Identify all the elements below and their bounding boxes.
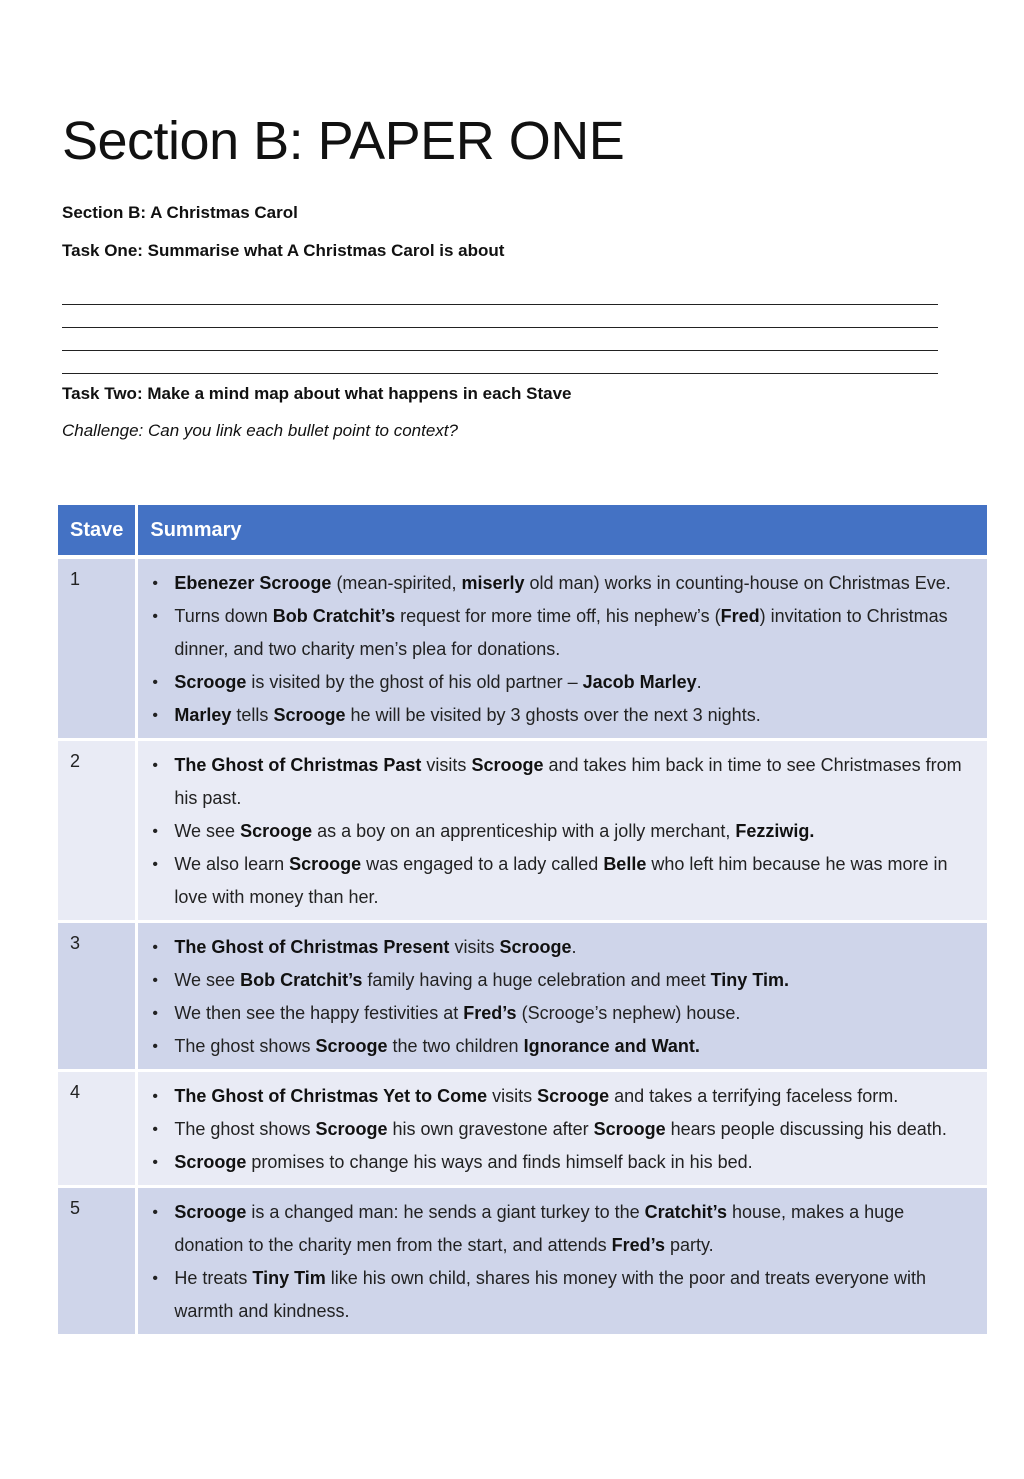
bullet-icon: • (152, 1270, 158, 1287)
emphasis-text: Fred’s (611, 1235, 665, 1255)
bullet-list (148, 931, 973, 1063)
emphasis-text: Bob Cratchit’s (240, 970, 363, 990)
body-text: is a changed man: he sends a giant turkey to the (246, 1202, 645, 1222)
emphasis-text: Scrooge (273, 705, 346, 725)
list-item (148, 997, 973, 1030)
list-item (148, 931, 973, 964)
body-text: visits (449, 937, 500, 957)
emphasis-text: Scrooge (471, 755, 544, 775)
body-text: request for more time off, his nephew’s ( (395, 606, 721, 626)
list-item (148, 1262, 973, 1328)
stave-number: 4 (58, 1072, 138, 1188)
bullet-icon: • (152, 1204, 158, 1221)
emphasis-text: Scrooge (499, 937, 572, 957)
body-text: was engaged to a lady called (361, 854, 604, 874)
body-text: he will be visited by 3 ghosts over the next 3 nights. (345, 705, 761, 725)
body-text: old man) works in counting-house on Christmas Eve. (524, 573, 951, 593)
emphasis-text: Scrooge (593, 1119, 666, 1139)
bullet-list (148, 1196, 973, 1328)
emphasis-text: Scrooge (174, 1152, 247, 1172)
table-row (58, 923, 987, 1072)
list-item (148, 1080, 973, 1113)
stave-summary (138, 1072, 987, 1188)
emphasis-text: Scrooge (289, 854, 362, 874)
stave-summary (138, 741, 987, 923)
body-text: We see (174, 821, 241, 841)
emphasis-text: Jacob Marley (582, 672, 697, 692)
stave-number: 5 (58, 1188, 138, 1337)
task-two-heading: Task Two: Make a mind map about what happens in each Stave (62, 384, 572, 403)
body-text: visits (421, 755, 472, 775)
bullet-icon: • (152, 1088, 158, 1105)
emphasis-text: Scrooge (174, 672, 247, 692)
body-text: The ghost shows (174, 1119, 316, 1139)
body-text: . (571, 937, 577, 957)
body-text: is visited by the ghost of his old partner – (246, 672, 583, 692)
bullet-icon: • (152, 1121, 158, 1138)
body-text: We then see the happy festivities at (174, 1003, 464, 1023)
bullet-icon: • (152, 707, 158, 724)
bullet-icon: • (152, 608, 158, 625)
list-item (148, 600, 973, 666)
body-text: ) invitation to Christmas dinner, and two charity men’s plea for donations. (174, 606, 948, 659)
bullet-icon: • (152, 674, 158, 691)
table-body (58, 559, 987, 1337)
bullet-icon: • (152, 823, 158, 840)
bullet-icon: • (152, 856, 158, 873)
body-text: We see (174, 970, 241, 990)
emphasis-text: Fred’s (463, 1003, 517, 1023)
body-text: as a boy on an apprenticeship with a jolly merchant, (312, 821, 736, 841)
emphasis-text: Ignorance and Want. (523, 1036, 700, 1056)
body-text: promises to change his ways and finds himself back in his bed. (246, 1152, 753, 1172)
body-text: We also learn (174, 854, 290, 874)
body-text: tells (231, 705, 274, 725)
emphasis-text: Tiny Tim. (710, 970, 789, 990)
body-text: the two children (387, 1036, 524, 1056)
bullet-list (148, 749, 973, 914)
list-item (148, 1196, 973, 1262)
table-row (58, 1188, 987, 1337)
section-heading: Section B: A Christmas Carol (62, 203, 298, 222)
list-item (148, 699, 973, 732)
page-title: Section B: PAPER ONE (62, 111, 625, 172)
body-text: and takes him back in time to see Christmases from his past. (174, 755, 962, 808)
stave-number: 1 (58, 559, 138, 741)
bullet-icon: • (152, 1038, 158, 1055)
header-stave: Stave (58, 505, 138, 559)
list-item (148, 964, 973, 997)
emphasis-text: Fred (720, 606, 760, 626)
list-item (148, 1146, 973, 1179)
header-summary: Summary (138, 505, 987, 559)
list-item (148, 815, 973, 848)
table-row (58, 741, 987, 923)
body-text: family having a huge celebration and meet (362, 970, 711, 990)
body-text: visits (487, 1086, 538, 1106)
list-item (148, 1113, 973, 1146)
bullet-icon: • (152, 1154, 158, 1171)
body-text: . (696, 672, 702, 692)
emphasis-text: Tiny Tim (252, 1268, 326, 1288)
emphasis-text: Scrooge (315, 1036, 388, 1056)
emphasis-text: Scrooge (240, 821, 313, 841)
body-text: and takes a terrifying faceless form. (609, 1086, 899, 1106)
emphasis-text: Fezziwig. (735, 821, 815, 841)
table-row (58, 1072, 987, 1188)
answer-lines (62, 282, 938, 374)
answer-line (62, 282, 938, 305)
challenge-text: Challenge: Can you link each bullet point to context? (62, 421, 458, 440)
list-item (148, 749, 973, 815)
list-item (148, 666, 973, 699)
emphasis-text: The Ghost of Christmas Past (174, 755, 422, 775)
emphasis-text: The Ghost of Christmas Yet to Come (174, 1086, 488, 1106)
body-text: He treats (174, 1268, 253, 1288)
body-text: (Scrooge’s nephew) house. (516, 1003, 741, 1023)
body-text: house, makes a huge donation to the charity men from the start, and attends (174, 1202, 905, 1255)
emphasis-text: Scrooge (315, 1119, 388, 1139)
table-header-row (58, 505, 987, 559)
stave-number: 2 (58, 741, 138, 923)
emphasis-text: Bob Cratchit’s (272, 606, 396, 626)
list-item (148, 848, 973, 914)
stave-summary-table (58, 505, 987, 1337)
emphasis-text: Marley (174, 705, 232, 725)
body-text: The ghost shows (174, 1036, 316, 1056)
emphasis-text: Belle (603, 854, 647, 874)
bullet-icon: • (152, 939, 158, 956)
body-text: Turns down (174, 606, 273, 626)
emphasis-text: Scrooge (174, 1202, 247, 1222)
table-row (58, 559, 987, 741)
body-text: (mean-spirited, (331, 573, 462, 593)
list-item (148, 1030, 973, 1063)
emphasis-text: The Ghost of Christmas Present (174, 937, 450, 957)
body-text: his own gravestone after (387, 1119, 594, 1139)
emphasis-text: Scrooge (537, 1086, 610, 1106)
stave-number: 3 (58, 923, 138, 1072)
body-text: who left him because he was more in love with money than her. (174, 854, 948, 907)
stave-summary (138, 559, 987, 741)
emphasis-text: Cratchit’s (644, 1202, 728, 1222)
bullet-icon: • (152, 1005, 158, 1022)
bullet-icon: • (152, 757, 158, 774)
bullet-icon: • (152, 575, 158, 592)
answer-line (62, 351, 938, 374)
task-one-heading: Task One: Summarise what A Christmas Carol is about (62, 241, 505, 260)
answer-line (62, 328, 938, 351)
emphasis-text: miserly (461, 573, 525, 593)
bullet-list (148, 567, 973, 732)
body-text: hears people discussing his death. (665, 1119, 947, 1139)
stave-summary (138, 1188, 987, 1337)
emphasis-text: Ebenezer Scrooge (174, 573, 332, 593)
body-text: like his own child, shares his money with the poor and treats everyone with warmth and kindness. (174, 1268, 927, 1321)
list-item (148, 567, 973, 600)
answer-line (62, 305, 938, 328)
bullet-list (148, 1080, 973, 1179)
body-text: party. (664, 1235, 714, 1255)
stave-summary (138, 923, 987, 1072)
bullet-icon: • (152, 972, 158, 989)
